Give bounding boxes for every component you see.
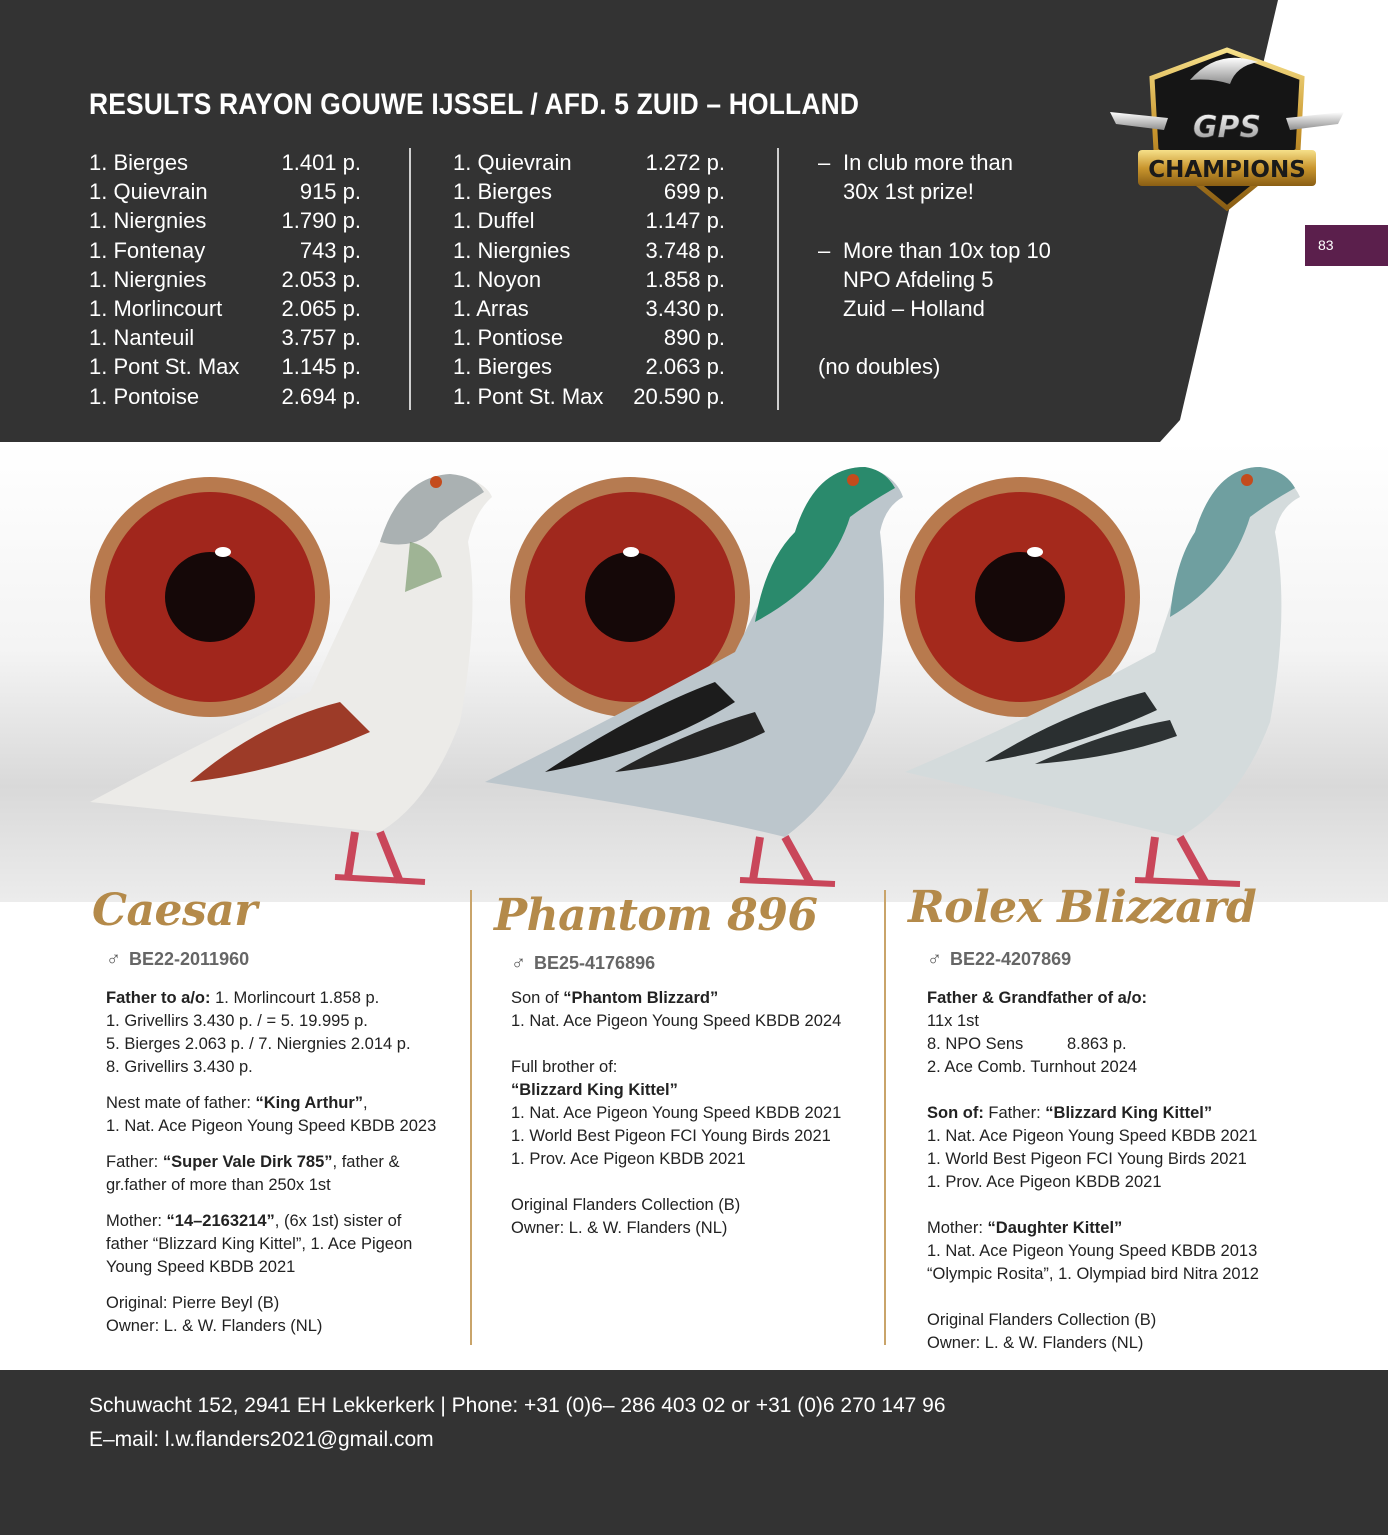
pigeon-description: Father & Grandfather of a/o: 11x 1st 8. NPO Sens 8.863 p. 2. Ace Comb. Turnhout 2024 Son of: Father: “Blizzard King Kittel” 1. Nat. Ace Pigeon Young Speed KBDB 2021 1. World Best Pigeon FCI Young Birds 2021 1. Prov. Ace Pigeon KBDB 2021 Mother: “Daughter Kittel” 1. Nat. Ace Pigeon Young Speed KBDB 2013 “Olympic Rosita”, 1. Olympiad bird Nitra 2012 Original Flanders Collection (B) Owner: L. & W. Flanders (NL) [927, 989, 1259, 1352]
no-doubles-text: (no doubles) [818, 354, 941, 380]
pigeon-name: Caesar [92, 885, 257, 936]
result-row: 1. Bierges 699 p. [453, 179, 725, 205]
phantom-896-photo [485, 452, 905, 892]
male-symbol-icon: ♂ [511, 952, 526, 974]
note-text: In club more than [843, 150, 1013, 175]
ring-number: ♂ BE22-4207869 [927, 948, 1072, 970]
ring-number: ♂ BE25-4176896 [511, 952, 656, 974]
result-row: 1. Quievrain 1.272 p. [453, 150, 725, 175]
results-list-left [89, 148, 361, 411]
pigeon-description: Son of “Phantom Blizzard” 1. Nat. Ace Pigeon Young Speed KBDB 2024 Full brother of: “Blizzard King Kittel” 1. Nat. Ace Pigeon Young Speed KBDB 2021 1. World Best Pigeon FCI Young Birds 2021 1. Prov. Ace Pigeon KBDB 2021 Original Flanders Collection (B) Owner: L. & W. Flanders (NL) [511, 989, 842, 1237]
results-list-right [453, 148, 725, 411]
note-text: Zuid – Holland [843, 296, 985, 321]
male-symbol-icon: ♂ [106, 948, 121, 970]
result-row: 1. Pont St. Max 1.145 p. [89, 354, 361, 380]
note-text: 30x 1st prize! [843, 179, 974, 205]
result-row: 1. Niergnies 3.748 p. [453, 237, 725, 263]
achievement-notes: – In club more than 30x 1st prize! – More than 10x top 10 NPO Afdeling 5 Zuid – Holland (no doubles) [818, 148, 1098, 382]
pigeon-description: Father to a/o: 1. Morlincourt 1.858 p. 1. Grivellirs 3.430 p. / = 5. 19.995 p. 5. Bierges 2.063 p. / 7. Niergnies 2.014 p. 8. Grivellirs 3.430 p. Nest mate of father: “King Arthur”, 1. Nat. Ace Pigeon Young Speed KBDB 2023 Father: “Super Vale Dirk 785”, father & gr.father of more than 250x 1st Mother: “14–2163214”, (6x 1st) sister of father “Blizzard King Kittel”, 1. Ace Pigeon Young Speed KBDB 2021 Original: Pierre Beyl (B) Owner: L. & W. Flanders (NL) [106, 989, 437, 1335]
note-text: NPO Afdeling 5 [843, 266, 994, 292]
column-divider [409, 148, 411, 410]
result-row: 1. Duffel 1.147 p. [453, 208, 725, 234]
result-row: 1. Morlincourt 2.065 p. [89, 295, 361, 321]
column-divider [884, 890, 886, 1345]
logo-brand-text: GPS [1192, 110, 1262, 145]
result-row: 1. Bierges 2.063 p. [453, 354, 725, 380]
column-divider [470, 890, 472, 1345]
contact-footer [0, 1370, 1388, 1535]
result-row: 1. Noyon 1.858 p. [453, 266, 725, 292]
caesar-photo [80, 452, 500, 892]
pigeon-name: Rolex Blizzard [908, 882, 1257, 933]
result-row: 1. Bierges 1.401 p. [89, 150, 361, 175]
note-text: More than 10x top 10 [843, 237, 1051, 263]
page-number: 83 [1305, 225, 1388, 266]
result-row: 1. Nanteuil 3.757 p. [89, 325, 361, 351]
rolex-blizzard-photo [895, 452, 1315, 892]
pigeon-name: Phantom 896 [494, 890, 818, 941]
result-row: 1. Pontiose 890 p. [453, 325, 725, 351]
gps-champions-logo [1108, 40, 1346, 212]
result-row: 1. Quievrain 915 p. [89, 179, 361, 205]
result-row: 1. Arras 3.430 p. [453, 295, 725, 321]
address-phone-line: Schuwacht 152, 2941 EH Lekkerkerk | Phone: +31 (0)6– 286 403 02 or +31 (0)6 270 147 96 [89, 1394, 946, 1417]
result-row: 1. Pont St. Max 20.590 p. [453, 383, 725, 409]
result-row: 1. Fontenay 743 p. [89, 237, 361, 263]
result-row: 1. Pontoise 2.694 p. [89, 383, 361, 409]
ring-number: ♂ BE22-2011960 [106, 948, 250, 970]
result-row: 1. Niergnies 1.790 p. [89, 208, 361, 234]
male-symbol-icon: ♂ [927, 948, 942, 970]
column-divider [777, 148, 779, 410]
result-row: 1. Niergnies 2.053 p. [89, 266, 361, 292]
email-line: E–mail: l.w.flanders2021@gmail.com [89, 1428, 434, 1451]
logo-banner-text: CHAMPIONS [1148, 157, 1306, 183]
results-title: RESULTS RAYON GOUWE IJSSEL / AFD. 5 ZUID – HOLLAND [89, 88, 860, 121]
